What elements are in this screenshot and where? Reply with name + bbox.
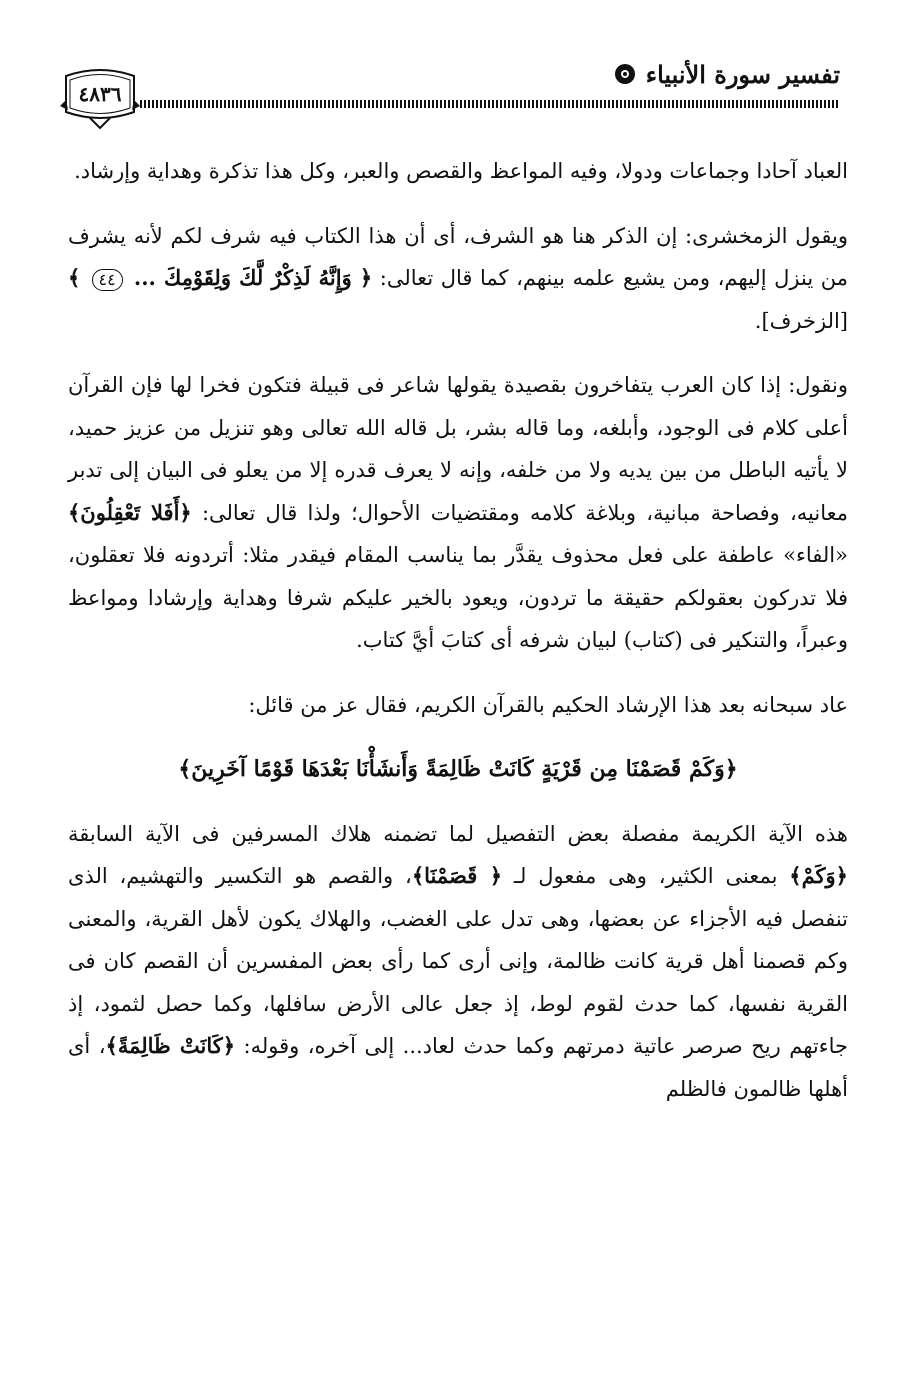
flower-ornament-icon	[614, 63, 636, 85]
quran-verse: ﴿أَفَلا تَعْقِلُونَ﴾	[68, 499, 192, 525]
body-text	[68, 150, 848, 1132]
paragraph-p1	[68, 150, 848, 193]
paragraph-p4	[68, 684, 848, 727]
text-run: العباد آحادا وجماعات ودولا، وفيه المواعظ والقصص والعبر، وكل هذا تذكرة وهداية وإرشاد.	[74, 159, 848, 183]
quran-verse: ﴿ قَصَمْنَا﴾	[411, 863, 503, 888]
text-run: ويقول الزمخشرى: إن الذكر هنا هو الشرف، أى أن هذا الكتاب فيه شرف لكم لأنه يشرف من ينزل إليهم، ومن يشيع علمه بينهم، كما قال تعالى:	[68, 223, 848, 290]
paragraph-list	[68, 150, 848, 726]
header-rule	[140, 100, 840, 108]
text-run: ، أى أهلها ظالمون فالظلم	[68, 1034, 848, 1101]
text-run: هذه الآية الكريمة مفصلة بعض التفصيل لما تضمنه هلاك المسرفين فى الآية السابقة	[68, 821, 848, 846]
text-run: «الفاء» عاطفة على فعل محذوف يقدَّر بما يناسب المقام فيقدر مثلا: أتردونه فلا تعقلون، فلا تدركون بعقولكم حقيقة ما تردون، ويعود بالخير عليكم شرفا وهداية وإرشادا ومواعظ وعبراً، والتنكير فى (كتاب) لبيان شرفه أى كتابَ أيَّ كتاب.	[68, 543, 848, 652]
text-run: بمعنى الكثير، وهى مفعول لـ	[502, 864, 790, 888]
quran-verse: ﴿كَانَتْ ظَالِمَةً﴾	[105, 1033, 236, 1058]
text-run: ، والقصم هو التكسير والتهشيم، الذى تنفصل فيه الأجزاء عن بعضها، وهى تدل على الغضب، والهلاك يكون لأهل القرية، والمعنى وكم قصمنا أهل قرية كانت ظالمة، وإنى أرى كما رأى بعض المفسرين أن القصم كان فى القرية نفسها، كما حدث لقوم لوط، إذ جعل عالى الأرض سافلها، وكما حصل لثمود، إذ جاءتهم ريح صرصر عاتية دمرتهم وكما حدث لعاد... إلى آخره، وقوله:	[68, 864, 848, 1058]
paragraph-p3	[68, 364, 848, 662]
paragraph-p5	[68, 813, 848, 1111]
page-number: ٤٨٣٦	[78, 82, 122, 106]
text-run: [الزخرف].	[754, 308, 848, 333]
title-group	[614, 56, 840, 92]
page-header	[60, 50, 840, 140]
quran-verse: ﴾	[68, 265, 89, 290]
paragraph-p2	[68, 215, 848, 343]
quran-verse: ﴿وَكَمْ﴾	[789, 863, 848, 888]
text-run: ونقول: إذا كان العرب يتفاخرون بقصيدة يقولها شاعر فى قبيلة فتكون فخرا لها فإن القرآن أعلى كلام فى الوجود، وأبلغه، وما قاله بشر، بل قاله الله تعالى وهو تنزيل من عزيز حميد، لا يأتيه الباطل من بين يديه ولا من خلفه، وإنه لا يعرف قدره إلا من يعلو فى البيان إلى تدبر معانيه، وفصاحة مبانية، وبلاغة كلامه ومقتضيات الأحوال؛ ولذا قال تعالى:	[68, 373, 848, 525]
ayah-number: ٤٤	[92, 269, 123, 291]
page-number-frame	[60, 60, 140, 116]
quran-verse: ﴿ وَإِنَّهُ لَذِكْرٌ لَّكَ وَلِقَوْمِكَ ...	[125, 265, 373, 290]
surah-title: تفسير سورة الأنبياء	[645, 59, 840, 89]
last-paragraph-container	[68, 813, 848, 1111]
center-verse: ﴿وَكَمْ قَصَمْنَا مِن قَرْيَةٍ كَانَتْ ظَالِمَةً وَأَنشَأْنَا بَعْدَهَا قَوْمًا آخَرِينَ﴾	[178, 756, 738, 782]
text-run: عاد سبحانه بعد هذا الإرشاد الحكيم بالقرآن الكريم، فقال عز من قائل:	[248, 692, 848, 717]
